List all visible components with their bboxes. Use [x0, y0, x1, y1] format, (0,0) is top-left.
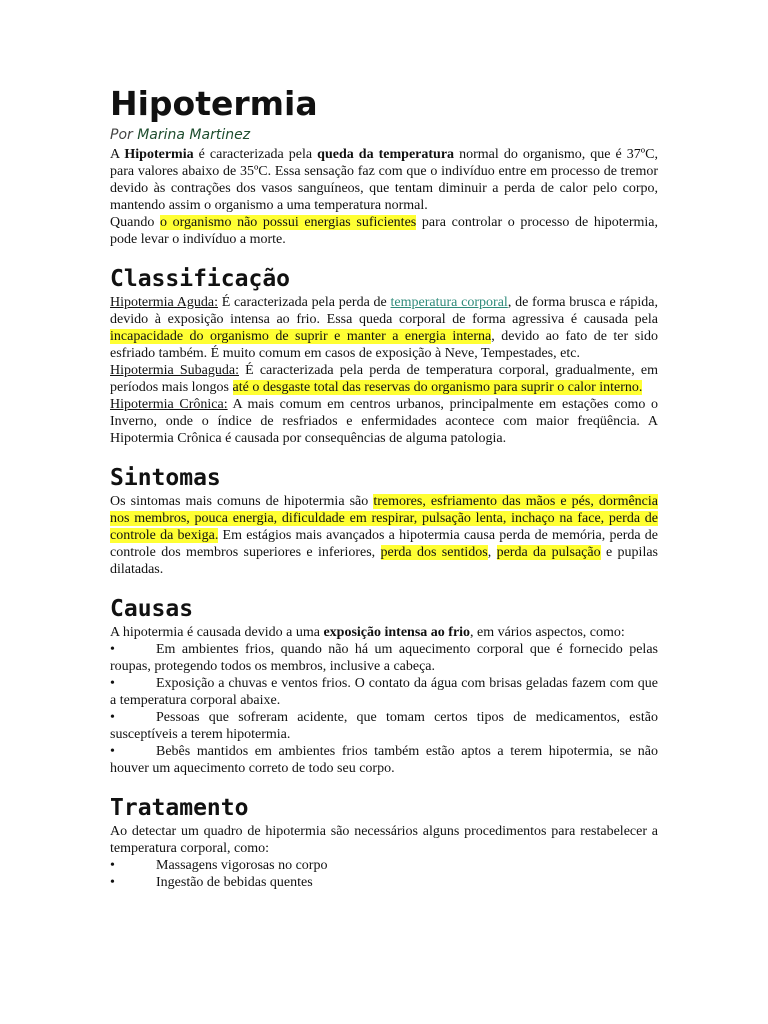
paragraph-sintomas: Os sintomas mais comuns de hipotermia são tremores, esfriamento das mãos e pés, dormência nos membros, pouca energia, dificuldade em respirar, pulsação lenta, inchaço na face, perda de controle da bexiga. Em estágios mais avançados a hipotermia causa perda de memória, perda de controle dos membros superiores e inferiores, perda dos sentidos, perda da pulsação e pupilas dilatadas. [110, 494, 659, 577]
highlight-perda-pulsacao: perda da pulsação [496, 545, 601, 560]
highlight-desgaste: até o desgaste total das reservas do organismo para suprir o calor interno. [232, 380, 643, 395]
heading-sintomas: Sintomas [110, 465, 221, 491]
list-item: • Massagens vigorosas no corpo [110, 858, 328, 873]
term-exposicao-frio: exposição intensa ao frio [323, 625, 471, 640]
byline-prefix: Por [110, 127, 138, 143]
author-name: Marina Martinez [137, 127, 251, 143]
highlight-sintomas-comuns: tremores, esfriamento das mãos e pés, dormência nos membros, pouca energia, dificuldade em respirar, pulsação lenta, inchaço na face, perda de controle da bexiga. [110, 494, 658, 543]
document-page [110, 82, 658, 891]
paragraph-causas: A hipotermia é causada devido a uma exposição intensa ao frio, em vários aspectos, como: [110, 625, 625, 640]
list-item: • Em ambientes frios, quando não há um aquecimento corporal que é fornecido pelas roupas, protegendo todos os membros, inclusive a cabeça. [110, 642, 658, 674]
term-hipotermia: Hipotermia [124, 147, 194, 162]
bullet: • [110, 642, 115, 657]
bullet: • [110, 744, 115, 759]
bullet: • [110, 858, 115, 873]
highlight-perda-sentidos: perda dos sentidos [380, 545, 488, 560]
label-subaguda: Hipotermia Subaguda: [110, 363, 239, 378]
bullet: • [110, 875, 115, 890]
list-item: • Exposição a chuvas e ventos frios. O contato da água com brisas geladas fazem com que a temperatura corporal abaixe. [110, 676, 658, 708]
paragraph-subaguda: Hipotermia Subaguda: É caracterizada pela perda de temperatura corporal, gradualmente, em períodos mais longos até o desgaste total das reservas do organismo para suprir o calor interno. [110, 363, 658, 395]
byline [110, 126, 658, 144]
label-aguda: Hipotermia Aguda: [110, 295, 218, 310]
causas-list [110, 641, 658, 777]
paragraph-tratamento: Ao detectar um quadro de hipotermia são necessários alguns procedimentos para restabelecer a temperatura corporal, como: [110, 824, 658, 856]
tratamento-list [110, 857, 658, 891]
page-title: Hipotermia [110, 84, 318, 123]
list-item: • Bebês mantidos em ambientes frios também estão aptos a terem hipotermia, se não houver um aquecimento correto de todo seu corpo. [110, 744, 658, 776]
intro-paragraph-2: Quando o organismo não possui energias suficientes para controlar o processo de hipotermia, pode levar o indivíduo a morte. [110, 215, 659, 247]
heading-classificacao: Classificação [110, 266, 291, 292]
bullet: • [110, 676, 115, 691]
link-temperatura-corporal[interactable]: temperatura corporal [390, 295, 508, 310]
bullet: • [110, 710, 115, 725]
intro-paragraph: A Hipotermia é caracterizada pela queda da temperatura normal do organismo, que é 37ºC, para valores abaixo de 35ºC. Essa sensação faz com que o indivíduo entre em processo de tremor devido às contrações dos vasos sanguíneos, que tentam diminuir a perda de calor pelo corpo, mantendo assim o organismo a uma temperatura normal. [110, 147, 658, 213]
heading-tratamento: Tratamento [110, 795, 249, 821]
list-item: • Ingestão de bebidas quentes [110, 875, 313, 890]
highlight-energias: o organismo não possui energias suficientes [159, 215, 417, 230]
paragraph-aguda: Hipotermia Aguda: É caracterizada pela perda de temperatura corporal, de forma brusca e rápida, devido à exposição intensa ao frio. Essa queda corporal de forma agressiva é causada pela incapacidade do organismo de suprir e manter a energia interna, devido ao fato de ter sido esfriado também. É muito comum em casos de exposição à Neve, Tempestades, etc. [110, 295, 659, 361]
list-item: • Pessoas que sofreram acidente, que tomam certos tipos de medicamentos, estão susceptíveis a terem hipotermia. [110, 710, 658, 742]
highlight-incapacidade: incapacidade do organismo de suprir e manter a energia interna [110, 329, 492, 344]
label-cronica: Hipotermia Crônica: [110, 397, 228, 412]
heading-causas: Causas [110, 596, 194, 622]
term-queda-temperatura: queda da temperatura [317, 147, 455, 162]
paragraph-cronica: Hipotermia Crônica: A mais comum em centros urbanos, principalmente em estações como o Inverno, onde o índice de resfriados e enfermidades acontece com maior freqüência. A Hipotermia Crônica é causada por consequências de alguma patologia. [110, 397, 658, 446]
